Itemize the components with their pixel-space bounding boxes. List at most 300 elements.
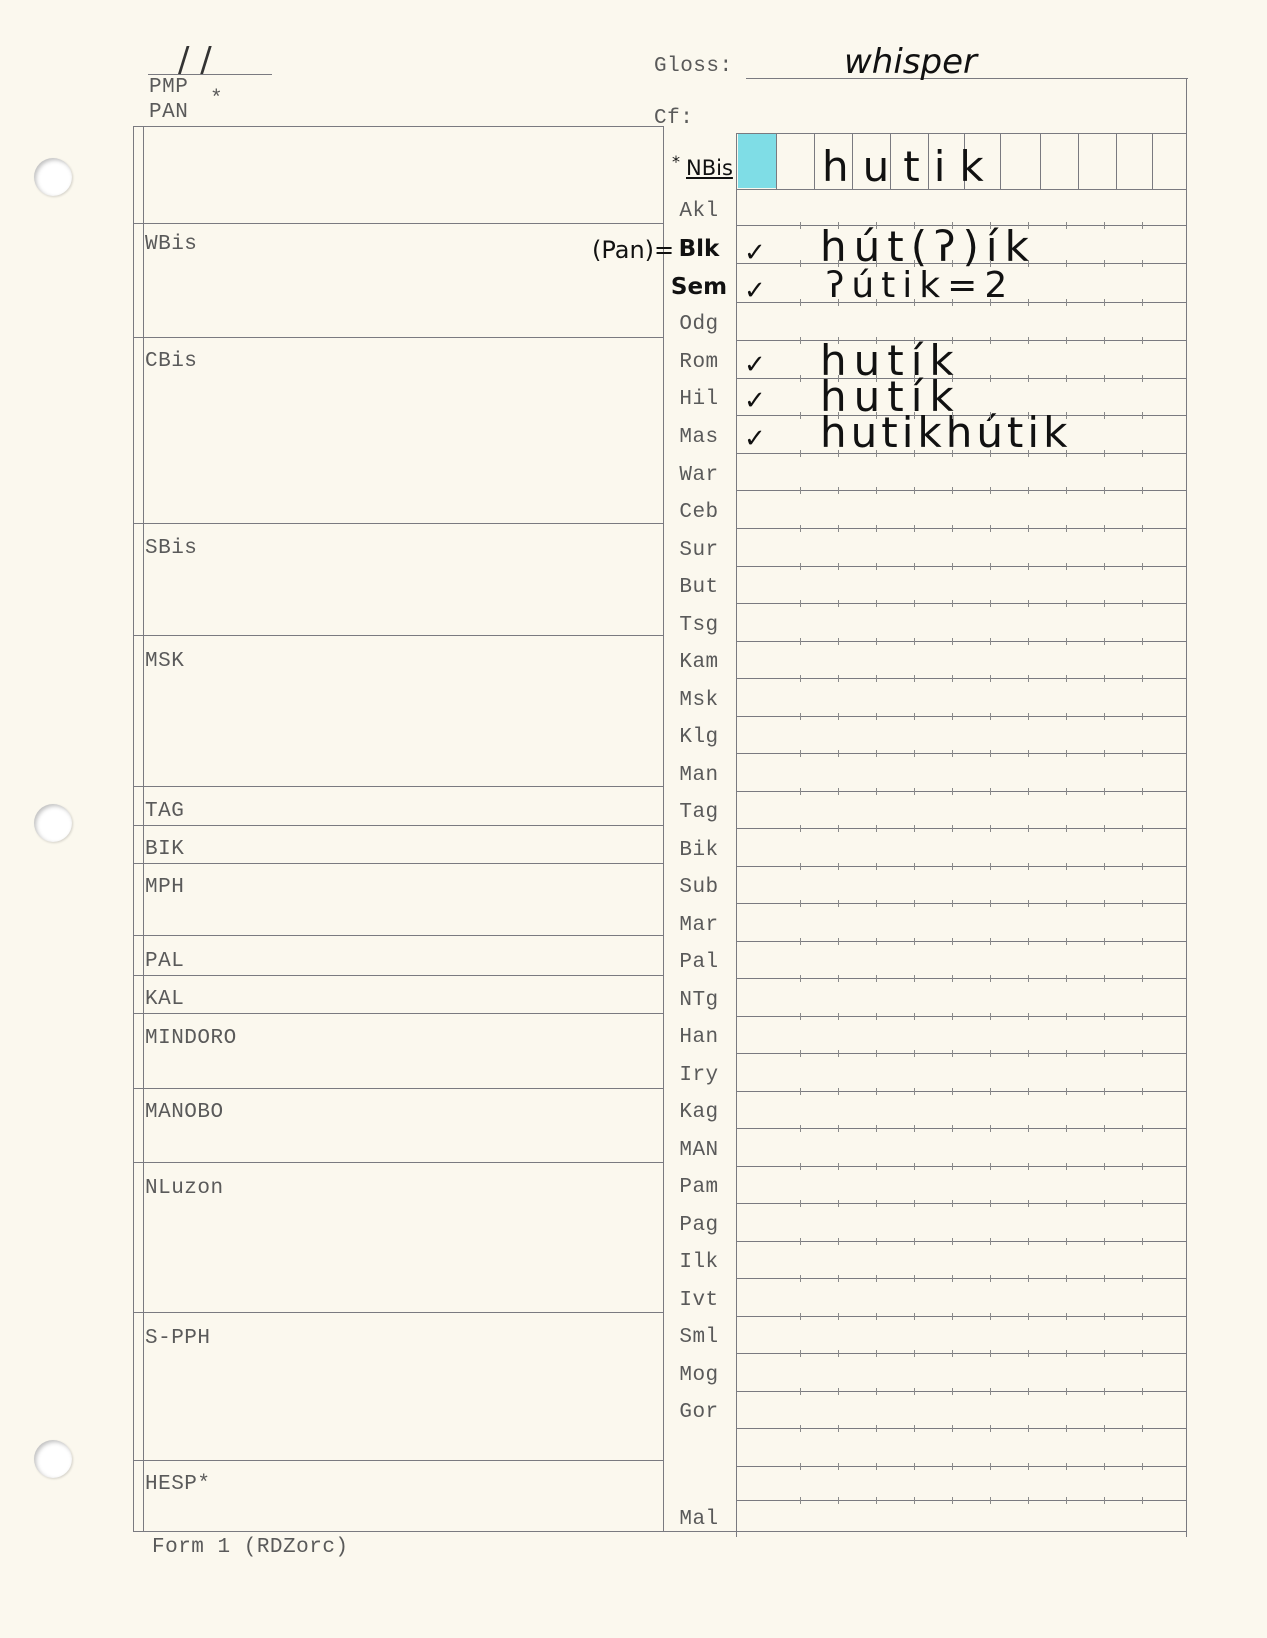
row-tick [800, 638, 801, 645]
row-rule [736, 1091, 1186, 1092]
row-tick [952, 1425, 953, 1432]
lang-war: War [679, 464, 719, 487]
row-tick [1028, 487, 1029, 494]
row-tick [990, 1013, 991, 1020]
row-tick [1104, 1388, 1105, 1395]
row-tick [952, 487, 953, 494]
pan-label: PAN [149, 101, 189, 124]
row-tick [876, 1088, 877, 1095]
entry-blk[interactable]: hút(ʔ)ík [820, 222, 1036, 271]
row-tick [800, 222, 801, 229]
row-tick [1066, 638, 1067, 645]
lang-kag: Kag [679, 1101, 719, 1124]
row-tick [1142, 299, 1143, 306]
row-tick [1142, 563, 1143, 570]
row-tick [800, 1013, 801, 1020]
row-tick [914, 900, 915, 907]
row-tick [1066, 222, 1067, 229]
row-tick [914, 825, 915, 832]
row-tick [914, 450, 915, 457]
row-tick [1028, 750, 1029, 757]
row-tick [952, 1463, 953, 1470]
row-tick [1028, 1275, 1029, 1282]
row-tick [1104, 450, 1105, 457]
row-tick [800, 600, 801, 607]
row-tick [876, 1013, 877, 1020]
row-rule [736, 1016, 1186, 1017]
row-tick [838, 1350, 839, 1357]
row-tick [1142, 1125, 1143, 1132]
group-separator [133, 863, 663, 864]
slash-marks: / / [178, 40, 212, 80]
row-tick [800, 487, 801, 494]
row-tick [990, 412, 991, 419]
row-tick [1104, 260, 1105, 267]
row-tick [952, 260, 953, 267]
row-tick [1142, 900, 1143, 907]
row-tick [914, 563, 915, 570]
row-tick [876, 825, 877, 832]
group-separator [133, 635, 663, 636]
group-separator [133, 786, 663, 787]
row-tick [952, 788, 953, 795]
nbis-cell-divider [1040, 133, 1041, 189]
lang-tsg: Tsg [679, 614, 719, 637]
row-tick [990, 938, 991, 945]
row-tick [914, 337, 915, 344]
row-tick [838, 675, 839, 682]
row-tick [1066, 450, 1067, 457]
row-rule [736, 716, 1186, 717]
row-tick [876, 1125, 877, 1132]
row-tick [1066, 1050, 1067, 1057]
row-tick [952, 1163, 953, 1170]
row-tick [952, 1388, 953, 1395]
row-tick [952, 750, 953, 757]
row-tick [1066, 1125, 1067, 1132]
lang-ilk: Ilk [679, 1251, 719, 1274]
row-tick [952, 713, 953, 720]
lang-bik: Bik [679, 839, 719, 862]
row-tick [1142, 713, 1143, 720]
lang-odg: Odg [679, 313, 719, 336]
row-tick [1104, 412, 1105, 419]
lang-blk: Blk [678, 236, 720, 262]
row-tick [800, 337, 801, 344]
row-tick [990, 788, 991, 795]
row-tick [1066, 1200, 1067, 1207]
row-tick [1142, 1088, 1143, 1095]
row-tick [1066, 825, 1067, 832]
check-hil: ✓ [744, 386, 766, 416]
row-tick [1142, 412, 1143, 419]
row-rule [736, 978, 1186, 979]
row-tick [952, 1238, 953, 1245]
row-tick [838, 1313, 839, 1320]
nbis-cell-divider [1078, 133, 1079, 189]
row-tick [914, 525, 915, 532]
entry-sem[interactable]: ʔútik=2 [826, 265, 1015, 306]
lang-sem: Sem [670, 274, 728, 300]
row-tick [952, 525, 953, 532]
row-tick [838, 1050, 839, 1057]
row-tick [990, 1088, 991, 1095]
group-label-mindoro: MINDORO [145, 1027, 237, 1050]
row-tick [914, 975, 915, 982]
row-tick [1142, 1238, 1143, 1245]
group-separator [133, 1088, 663, 1089]
row-tick [1104, 1275, 1105, 1282]
row-tick [952, 337, 953, 344]
lang-pam: Pam [679, 1176, 719, 1199]
row-tick [914, 1275, 915, 1282]
row-tick [838, 337, 839, 344]
row-tick [1028, 1425, 1029, 1432]
group-separator [133, 523, 663, 524]
group-label-bik: BIK [145, 838, 185, 861]
row-tick [1142, 1200, 1143, 1207]
row-tick [1066, 863, 1067, 870]
row-tick [1142, 222, 1143, 229]
form-label: Form 1 (RDZorc) [152, 1536, 349, 1559]
row-tick [1104, 1163, 1105, 1170]
row-tick [800, 713, 801, 720]
row-tick [1028, 900, 1029, 907]
row-tick [990, 863, 991, 870]
row-tick [990, 222, 991, 229]
pmp-label: PMP [149, 76, 189, 99]
entry-mas[interactable]: hutikhútik [820, 408, 1072, 457]
row-tick [800, 1275, 801, 1282]
row-tick [800, 1425, 801, 1432]
row-tick [800, 1200, 801, 1207]
row-tick [1104, 1497, 1105, 1504]
row-tick [914, 638, 915, 645]
row-tick [914, 938, 915, 945]
row-tick [1142, 825, 1143, 832]
row-tick [800, 299, 801, 306]
row-tick [800, 1313, 801, 1320]
row-tick [914, 600, 915, 607]
lang-klg: Klg [679, 726, 719, 749]
lang-kam: Kam [679, 651, 719, 674]
lang-ntg: NTg [679, 989, 719, 1012]
row-tick [876, 863, 877, 870]
row-tick [1142, 487, 1143, 494]
check-sem: ✓ [744, 276, 766, 306]
row-tick [1066, 900, 1067, 907]
row-tick [800, 450, 801, 457]
row-tick [1142, 1313, 1143, 1320]
nbis-highlight-cell [738, 134, 776, 188]
row-tick [1142, 260, 1143, 267]
row-tick [1028, 938, 1029, 945]
lang-man: Man [679, 764, 719, 787]
binder-hole-top [34, 158, 72, 196]
row-tick [876, 1275, 877, 1282]
row-tick [1142, 1275, 1143, 1282]
row-tick [1104, 675, 1105, 682]
row-tick [990, 1497, 991, 1504]
row-tick [990, 1350, 991, 1357]
row-tick [1142, 1497, 1143, 1504]
row-tick [876, 487, 877, 494]
row-tick [838, 222, 839, 229]
row-tick [914, 1313, 915, 1320]
gloss-label: Gloss: [654, 55, 733, 78]
row-tick [876, 600, 877, 607]
row-tick [800, 260, 801, 267]
row-tick [1066, 1425, 1067, 1432]
row-tick [952, 563, 953, 570]
row-tick [876, 1050, 877, 1057]
row-tick [914, 375, 915, 382]
row-tick [838, 1275, 839, 1282]
row-tick [838, 487, 839, 494]
row-tick [1066, 1163, 1067, 1170]
row-tick [838, 975, 839, 982]
row-tick [1104, 938, 1105, 945]
row-tick [1104, 1125, 1105, 1132]
row-tick [914, 1388, 915, 1395]
row-tick [1066, 563, 1067, 570]
row-tick [990, 713, 991, 720]
row-tick [1028, 825, 1029, 832]
row-tick [876, 525, 877, 532]
row-tick [1066, 1350, 1067, 1357]
row-tick [800, 1050, 801, 1057]
row-tick [1104, 487, 1105, 494]
row-tick [876, 938, 877, 945]
nbis-cell-divider [1116, 133, 1117, 189]
row-tick [876, 1238, 877, 1245]
row-tick [1066, 750, 1067, 757]
row-tick [990, 675, 991, 682]
row-tick [1142, 450, 1143, 457]
row-tick [876, 1463, 877, 1470]
row-tick [1142, 1013, 1143, 1020]
row-tick [1142, 1163, 1143, 1170]
row-tick [800, 1388, 801, 1395]
row-rule [736, 566, 1186, 567]
row-tick [1104, 299, 1105, 306]
row-tick [952, 412, 953, 419]
row-tick [1066, 260, 1067, 267]
row-tick [876, 675, 877, 682]
row-tick [914, 1088, 915, 1095]
row-tick [1066, 788, 1067, 795]
row-tick [876, 1200, 877, 1207]
row-rule [736, 1166, 1186, 1167]
row-tick [800, 825, 801, 832]
row-tick [876, 299, 877, 306]
row-tick [914, 1013, 915, 1020]
lang-ceb: Ceb [679, 501, 719, 524]
row-tick [1104, 1313, 1105, 1320]
row-tick [952, 1013, 953, 1020]
row-tick [876, 975, 877, 982]
lang-tag: Tag [679, 801, 719, 824]
row-tick [1142, 1350, 1143, 1357]
cf-label: Cf: [654, 107, 694, 130]
group-label-mph: MPH [145, 876, 185, 899]
lang-hil: Hil [679, 388, 719, 411]
row-tick [1104, 750, 1105, 757]
row-tick [990, 260, 991, 267]
row-tick [1142, 337, 1143, 344]
language-divider [736, 133, 737, 1537]
row-tick [990, 900, 991, 907]
row-tick [1142, 675, 1143, 682]
group-separator [133, 223, 663, 224]
row-tick [800, 900, 801, 907]
lang-msk: Msk [679, 689, 719, 712]
lang-mar: Mar [679, 914, 719, 937]
row-tick [838, 750, 839, 757]
row-tick [1104, 563, 1105, 570]
row-tick [1028, 525, 1029, 532]
row-tick [1066, 938, 1067, 945]
row-tick [1142, 600, 1143, 607]
row-tick [952, 222, 953, 229]
row-tick [1104, 375, 1105, 382]
row-tick [1066, 600, 1067, 607]
row-rule [736, 641, 1186, 642]
group-separator [133, 1162, 663, 1163]
lang-han: Han [679, 1026, 719, 1049]
row-tick [800, 375, 801, 382]
group-separator [133, 1460, 663, 1461]
group-separator [133, 935, 663, 936]
row-tick [876, 900, 877, 907]
row-tick [914, 222, 915, 229]
row-tick [838, 938, 839, 945]
row-tick [990, 375, 991, 382]
row-tick [876, 788, 877, 795]
row-tick [1028, 713, 1029, 720]
row-tick [1066, 1013, 1067, 1020]
check-mas: ✓ [744, 424, 766, 454]
row-tick [990, 563, 991, 570]
gloss-value[interactable]: whisper [844, 42, 977, 82]
row-tick [1028, 299, 1029, 306]
row-tick [800, 863, 801, 870]
row-rule [736, 866, 1186, 867]
row-tick [838, 1013, 839, 1020]
row-tick [914, 1200, 915, 1207]
row-tick [914, 788, 915, 795]
row-tick [1066, 975, 1067, 982]
lang-pag: Pag [679, 1214, 719, 1237]
row-tick [876, 750, 877, 757]
row-tick [1104, 975, 1105, 982]
row-tick [838, 825, 839, 832]
row-tick [800, 975, 801, 982]
lang-ivt: Ivt [679, 1289, 719, 1312]
row-rule [736, 1466, 1186, 1467]
lang-iry: Iry [679, 1064, 719, 1087]
row-rule [736, 528, 1186, 529]
row-tick [838, 299, 839, 306]
row-tick [952, 863, 953, 870]
row-tick [800, 1463, 801, 1470]
frame-top [133, 126, 663, 127]
row-tick [990, 1463, 991, 1470]
lang-mal: Mal [679, 1508, 719, 1531]
entry-rom[interactable]: hutík [820, 336, 961, 385]
pmp-underline [148, 74, 272, 75]
row-tick [914, 1463, 915, 1470]
row-tick [952, 299, 953, 306]
row-rule [736, 753, 1186, 754]
lang-akl: Akl [679, 200, 719, 223]
row-tick [952, 1497, 953, 1504]
row-rule [736, 378, 1186, 379]
entry-hil[interactable]: hutík [820, 372, 961, 421]
row-tick [1028, 675, 1029, 682]
lang-but: But [679, 576, 719, 599]
row-tick [1028, 1125, 1029, 1132]
entry-nbis[interactable]: hutik [822, 142, 998, 191]
row-tick [876, 260, 877, 267]
row-tick [952, 600, 953, 607]
row-tick [1104, 1088, 1105, 1095]
row-tick [1104, 713, 1105, 720]
row-tick [1104, 900, 1105, 907]
row-tick [1104, 337, 1105, 344]
row-tick [1028, 260, 1029, 267]
row-tick [1028, 1350, 1029, 1357]
row-tick [876, 1388, 877, 1395]
group-label-pal: PAL [145, 950, 185, 973]
lang-pal: Pal [679, 951, 719, 974]
row-tick [1104, 863, 1105, 870]
row-tick [990, 450, 991, 457]
row-rule [736, 791, 1186, 792]
row-tick [838, 260, 839, 267]
row-tick [876, 1497, 877, 1504]
row-tick [914, 1425, 915, 1432]
row-tick [914, 1350, 915, 1357]
row-tick [838, 1125, 839, 1132]
row-tick [1066, 525, 1067, 532]
row-tick [876, 1163, 877, 1170]
row-tick [1104, 1425, 1105, 1432]
row-rule [736, 1203, 1186, 1204]
nbis-cell-divider [814, 133, 815, 189]
row-tick [838, 525, 839, 532]
lang-mog: Mog [679, 1364, 719, 1387]
row-tick [838, 1388, 839, 1395]
row-tick [914, 299, 915, 306]
row-tick [952, 975, 953, 982]
row-tick [838, 412, 839, 419]
row-tick [990, 1125, 991, 1132]
row-tick [838, 375, 839, 382]
lang-mas: Mas [679, 426, 719, 449]
row-tick [952, 638, 953, 645]
row-tick [1142, 750, 1143, 757]
row-tick [800, 1088, 801, 1095]
row-tick [876, 638, 877, 645]
row-tick [1028, 638, 1029, 645]
row-tick [1028, 337, 1029, 344]
row-tick [838, 863, 839, 870]
group-separator [133, 337, 663, 338]
row-tick [1028, 222, 1029, 229]
row-tick [1066, 299, 1067, 306]
nbis-cell-divider [776, 133, 777, 189]
